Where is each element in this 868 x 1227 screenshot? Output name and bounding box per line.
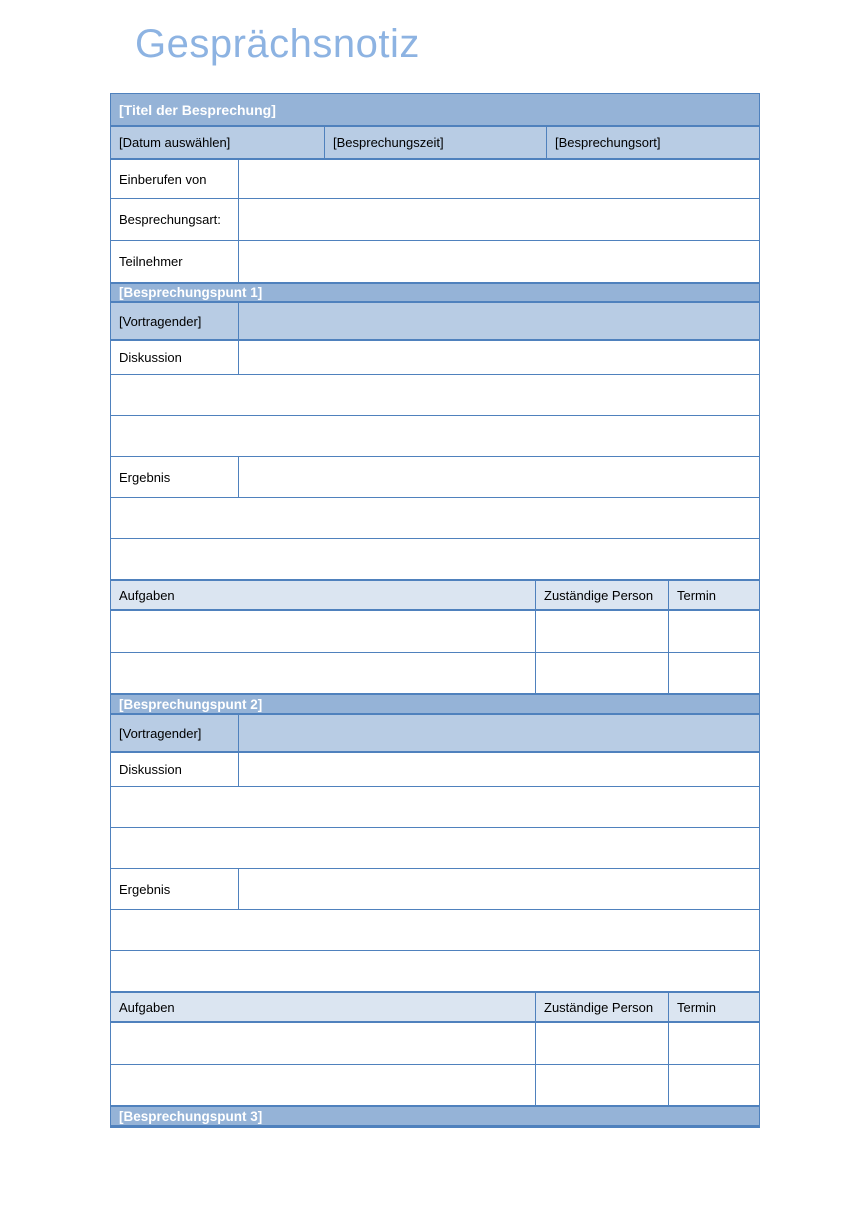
section-1-result-extra-row [111,497,759,538]
section-2-header-row [111,693,759,715]
section-2-due-field-2[interactable] [668,1065,759,1105]
section-1-result-extra-row [111,538,759,579]
section-2-due-field-1[interactable] [668,1023,759,1064]
section-2-result-extra-field-1[interactable] [111,910,759,950]
section-2-tasks-header-row [111,991,759,1023]
section-2-task-field-2[interactable] [111,1065,535,1105]
section-2-result-extra-row [111,909,759,950]
section-1-result-value-field[interactable] [238,457,759,497]
section-1-discussion-extra-row [111,415,759,456]
called-by-value-field[interactable] [238,160,759,198]
meeting-type-row [111,198,759,240]
section-1-discussion-label: Diskussion [119,350,182,365]
section-1-discussion-extra-field-1[interactable] [111,375,759,415]
section-1-task-field-2[interactable] [111,653,535,693]
section-1-discussion-extra-field-2[interactable] [111,416,759,456]
section-1-result-label: Ergebnis [119,469,171,485]
section-2-result-label: Ergebnis [119,881,171,897]
section-1-person-field-1[interactable] [535,611,668,652]
section-1-discussion-extra-row [111,374,759,415]
section-2-discussion-extra-field-2[interactable] [111,828,759,868]
participants-value-field[interactable] [238,241,759,282]
meeting-time-field[interactable]: [Besprechungszeit] [324,127,546,158]
section-1-result-extra-field-1[interactable] [111,498,759,538]
section-1-task-row [111,611,759,652]
meeting-meta-row [111,127,759,160]
section-2-person-field-2[interactable] [535,1065,668,1105]
meeting-location-field[interactable]: [Besprechungsort] [546,127,759,158]
section-1-tasks-header: Aufgaben [119,587,175,603]
section-2-result-row [111,868,759,909]
section-2-person-field-1[interactable] [535,1023,668,1064]
section-2-discussion-extra-row [111,827,759,868]
section-1-task-field-1[interactable] [111,611,535,652]
section-1-result-row [111,456,759,497]
section-2-task-row [111,1023,759,1064]
section-1-due-field-2[interactable] [668,653,759,693]
section-2-presenter-value-field[interactable] [238,715,759,751]
section-2-presenter-placeholder[interactable]: [Vortragender] [119,725,202,741]
participants-row [111,240,759,282]
section-1-presenter-row [111,303,759,341]
section-1-discussion-row [111,341,759,374]
meeting-type-label: Besprechungsart: [119,212,221,227]
section-1-discussion-value-field[interactable] [238,341,759,374]
meeting-title-placeholder[interactable]: [Titel der Besprechung] [119,101,276,118]
section-1-person-field-2[interactable] [535,653,668,693]
section-2-result-extra-field-2[interactable] [111,951,759,991]
meeting-type-value-field[interactable] [238,199,759,240]
section-2-result-extra-row [111,950,759,991]
section-1-header-row [111,282,759,303]
section-1-presenter-placeholder[interactable]: [Vortragender] [119,313,202,329]
participants-label: Teilnehmer [119,254,183,269]
section-2-header-placeholder[interactable]: [Besprechungspunt 2] [119,696,263,712]
section-2-tasks-header: Aufgaben [119,999,175,1015]
section-2-discussion-value-field[interactable] [238,753,759,786]
section-2-discussion-row [111,753,759,786]
called-by-label: Einberufen von [119,171,207,187]
section-3-header-row [111,1105,759,1127]
section-2-person-header: Zuständige Person [535,993,668,1021]
section-1-due-field-1[interactable] [668,611,759,652]
section-1-person-header: Zuständige Person [535,581,668,609]
section-1-task-row [111,652,759,693]
section-2-presenter-row [111,715,759,753]
meeting-notes-table [110,93,760,1128]
section-3-header-placeholder[interactable]: [Besprechungspunt 3] [119,1108,263,1124]
section-2-discussion-label: Diskussion [119,762,182,777]
section-2-result-value-field[interactable] [238,869,759,909]
section-2-task-field-1[interactable] [111,1023,535,1064]
section-1-due-header: Termin [668,581,759,609]
section-1-tasks-header-row [111,579,759,611]
section-2-task-row [111,1064,759,1105]
page-title: Gesprächsnotiz [135,22,420,66]
called-by-row [111,160,759,198]
meeting-title-header-row [111,94,759,127]
date-picker-field[interactable]: [Datum auswählen] [119,135,231,150]
section-1-header-placeholder[interactable]: [Besprechungspunt 1] [119,285,263,300]
section-2-due-header: Termin [668,993,759,1021]
section-2-discussion-extra-row [111,786,759,827]
section-2-discussion-extra-field-1[interactable] [111,787,759,827]
section-1-presenter-value-field[interactable] [238,303,759,339]
section-1-result-extra-field-2[interactable] [111,539,759,579]
